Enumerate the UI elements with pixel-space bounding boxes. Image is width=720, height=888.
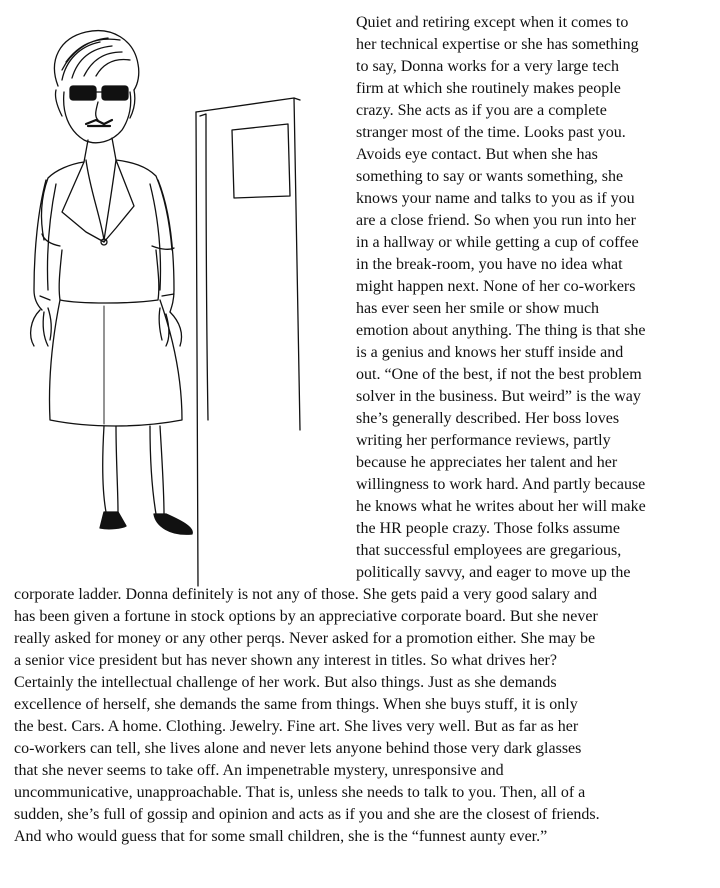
donna-sketch-illustration [0,0,352,590]
story-line: politically savvy, and eager to move up the [356,564,631,581]
story-line: out. “One of the best, if not the best problem [356,366,642,383]
story-line: writing her performance reviews, partly [356,432,611,449]
story-line: Certainly the intellectual challenge of her work. But also things. Just as she demands [14,674,557,691]
neck-and-necklace [84,138,116,245]
doorway [196,98,300,586]
story-line: Avoids eye contact. But when she has [356,146,598,163]
story-line: firm at which she routinely makes people [356,80,621,97]
story-line: And who would guess that for some small children, she is the “funnest aunty ever.” [14,828,548,845]
story-line: willingness to work hard. And partly because [356,476,646,493]
story-line: corporate ladder. Donna definitely is not any of those. She gets paid a very good salary and [14,586,597,603]
story-line: might happen next. None of her co-workers [356,278,636,295]
story-line: to say, Donna works for a very large tech [356,58,620,75]
story-line: the best. Cars. A home. Clothing. Jewelry. Fine art. She lives very well. But as far as her [14,718,579,735]
story-line: he knows what he writes about her will make [356,498,646,515]
story-line: that she never seems to take off. An impenetrable mystery, unresponsive and [14,762,504,779]
story-line: emotion about anything. The thing is that she [356,322,646,339]
arms [31,180,182,346]
story-line: in the break-room, you have no idea what [356,256,623,273]
story-line: uncommunicative, unapproachable. That is, unless she needs to talk to you. Then, all of a [14,784,586,801]
story-line: in a hallway or while getting a cup of coffee [356,234,639,251]
story-line: that successful employees are gregarious, [356,542,622,559]
story-line: excellence of herself, she demands the same from things. When she buys stuff, it is only [14,696,578,713]
story-line: has been given a fortune in stock options by an appreciative corporate board. But she never [14,608,598,625]
story-line: the HR people crazy. Those folks assume [356,520,620,537]
story-line: are a close friend. So when you run into her [356,212,636,229]
story-line: something to say or wants something, she [356,168,624,185]
story-line: because he appreciates her talent and her [356,454,618,471]
story-line: her technical expertise or she has something [356,36,639,53]
story-line: a senior vice president but has never shown any interest in titles. So what drives her? [14,652,557,669]
story-line: really asked for money or any other perqs. Never asked for a promotion either. She may be [14,630,596,647]
story-line: Quiet and retiring except when it comes to [356,14,629,31]
story-line: is a genius and knows her stuff inside and [356,344,624,361]
dress [41,160,182,426]
story-line: solver in the business. But weird” is the way [356,388,641,405]
story-line: crazy. She acts as if you are a complete [356,102,607,119]
story-line: has ever seen her smile or show much [356,300,600,317]
story-line: she’s generally described. Her boss loves [356,410,620,427]
face [64,86,131,143]
story-line: sudden, she’s full of gossip and opinion and acts as if you and she are the closest of friends. [14,806,600,823]
story-line: knows your name and talks to you as if you [356,190,635,207]
legs-and-shoes [100,426,192,534]
story-line: stranger most of the time. Looks past you. [356,124,626,141]
story-line: co-workers can tell, she lives alone and never lets anyone behind those very dark glasses [14,740,582,757]
